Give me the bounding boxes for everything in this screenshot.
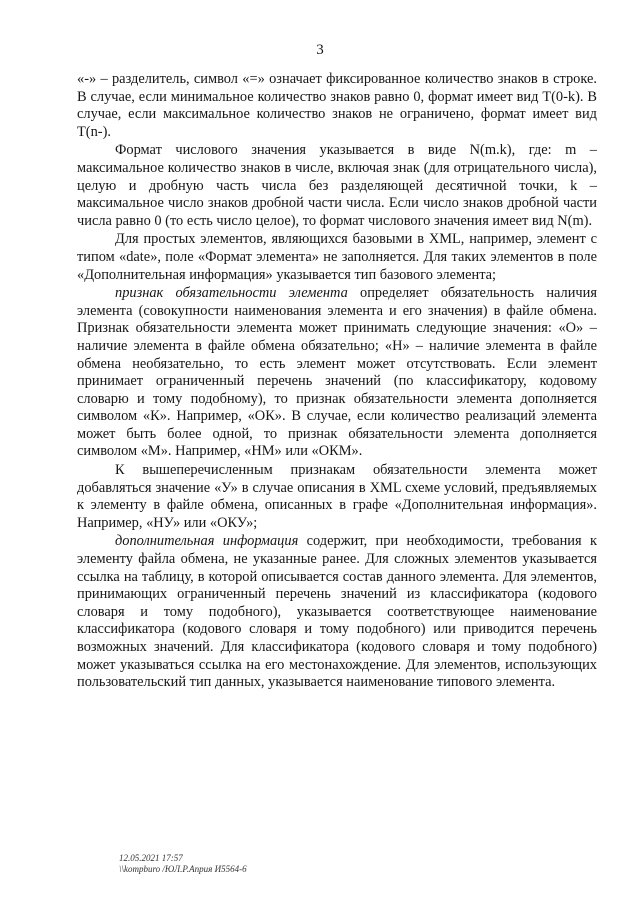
paragraph-simple-elements <box>77 231 597 284</box>
page-number: 3 <box>316 42 324 58</box>
footer-file-path: \\kompburo /ЮЛ.Р.Априя И5564-6 <box>119 864 247 874</box>
paragraph-text: содержит, при необходимости, требования к элементу файла обмена, не указанные ранее. Для сложных элементов указывается ссылка на таблицу, в которой описывается состав данного элемента. Для элементов, принимающих ограниченный перечень значений из классификатора (кодового словаря и тому подобного), указывается соответствующее наименование классификатора (кодового словаря и тому подобного) или приводится перечень возможных значений. Для классификатора (кодового словаря и тому подобного) может указываться ссылка на его местонахождение. Для элементов, использующих пользовательский тип данных, указывается наименование типового элемента. <box>77 533 597 691</box>
paragraph-condition-flag <box>77 462 597 532</box>
paragraph-text: Для простых элементов, являющихся базовыми в XML, например, элемент с типом «date», поле «Формат элемента» не заполняется. Для таких элементов в поле «Дополнительная информация» указывается тип базового элемента; <box>77 231 597 283</box>
paragraph-lead-term: признак обязательности элемента <box>115 285 348 302</box>
footer-timestamp: 12.05.2021 17:57 <box>119 853 183 863</box>
paragraph-text: определяет обязательность наличия элемента (совокупности наименования элемента и его значения) в файле обмена. Признак обязательности элемента может принимать следующие значения: «О» – наличие элемента в файле обмена обязательно; «Н» – наличие элемента в файле обмена необязательно, то есть элемент может отсутствовать. Если элемент принимает ограниченный перечень значений (по классификатору, кодовому словарю и тому подобному), то признак обязательности элемента дополняется символом «К». Например, «ОК». В случае, если количество реализаций элемента может быть более одной, то признак обязательности элемента дополняется символом «М». Например, «НМ» или «ОКМ». <box>77 285 597 460</box>
footer-stamp <box>119 853 247 875</box>
paragraph-lead-term: дополнительная информация <box>115 533 299 550</box>
paragraph-separator-format <box>77 71 597 141</box>
paragraph-additional-info <box>77 533 597 691</box>
paragraph-numeric-format <box>77 142 597 230</box>
paragraph-text: Формат числового значения указывается в виде N(m.k), где: m – максимальное количество знаков в числе, включая знак (для отрицательного числа), целую и дробную часть числа без разделяющей десятичной точки, k – максимальное число знаков дробной части числа. Если число знаков дробной части числа равно 0 (то есть число целое), то формат числового значения имеет вид N(m). <box>77 142 597 229</box>
body-text <box>77 71 597 692</box>
paragraph-text: К вышеперечисленным признакам обязательности элемента может добавляться значение «У» в случае описания в XML схеме условий, предъявляемых к элементу в файле обмена, описанных в графе «Дополнительная информация». Например, «НУ» или «ОКУ»; <box>77 462 597 531</box>
paragraph-required-flag <box>77 285 597 461</box>
paragraph-text: «-» – разделитель, символ «=» означает фиксированное количество знаков в строке. В случае, если минимальное количество знаков равно 0, формат имеет вид T(0-k). В случае, если максимальное количество знаков не ограничено, формат имеет вид T(n-). <box>77 71 597 140</box>
